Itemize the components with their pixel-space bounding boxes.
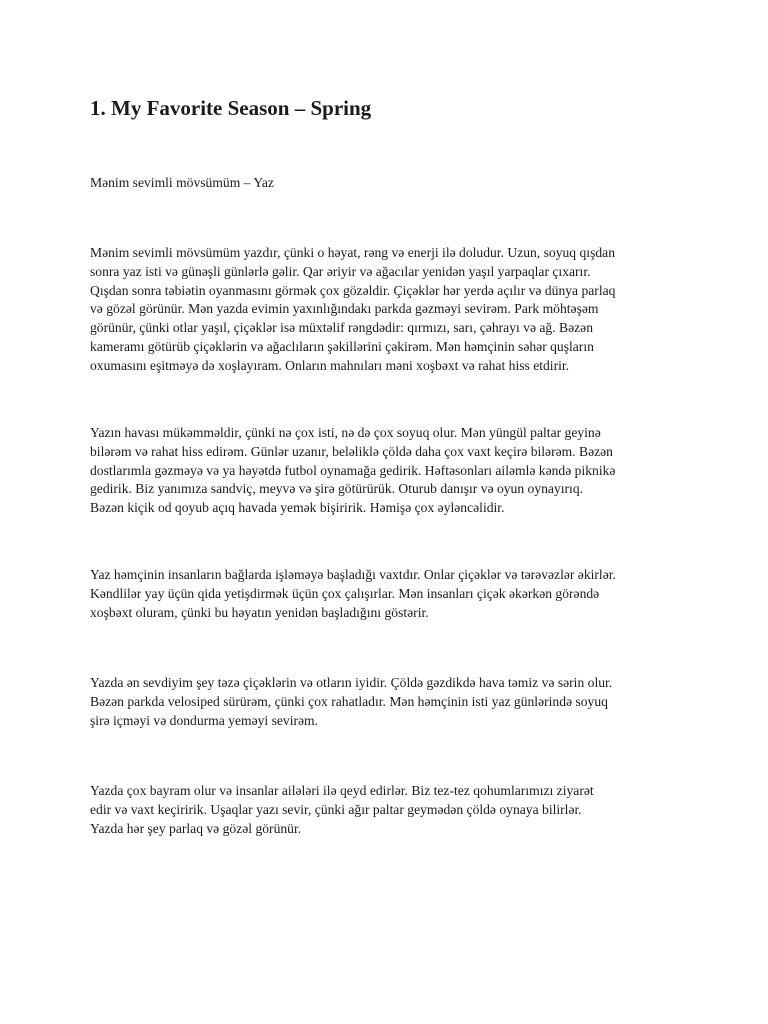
paragraph-line: Yazın havası mükəmməldir, çünki nə çox isti, nə də çox soyuq olur. Mən yüngül paltar geyinə [90,425,601,440]
paragraph-line: gedirik. Biz yanımıza sandviç, meyvə və şirə götürürük. Oturub danışır və oyun oynayırıq. [90,481,584,497]
paragraph-line: dostlarımla gəzməyə və ya həyətdə futbol oynamağa gedirik. Həftəsonları ailəmlə kəndə piknikə [90,462,616,478]
paragraph-2 [90,424,690,518]
paragraph-line: Yazda çox bayram olur və insanlar ailələri ilə qeyd edirlər. Biz tez-tez qohumlarımızı ziyarət [90,783,594,798]
paragraph-line: edir və vaxt keçiririk. Uşaqlar yazı sevir, çünki ağır paltar geymədən çöldə oynaya bilirlər. [90,801,582,817]
paragraph-line: kameramı götürüb çiçəklərin və ağaclıların şəkillərini çəkirəm. Mən həmçinin səhər quşların [90,338,594,354]
paragraph-line: bilərəm və rahat hiss edirəm. Günlər uzanır, beləliklə çöldə daha çox vaxt keçirə bilərəm. Bəzən [90,443,613,459]
paragraph-3 [90,566,690,622]
paragraph-line: Qışdan sonra təbiətin oyanmasını görmək çox gözəldir. Çiçəklər hər yerdə açılır və dünya parlaq [90,282,616,298]
paragraph-line: görünür, çünki otlar yaşıl, çiçəklər isə müxtəlif rəngdədir: qırmızı, sarı, çəhrayı və ağ. Bəzən [90,320,593,336]
paragraph-line: Yaz həmçinin insanların bağlarda işləməyə başladığı vaxtdır. Onlar çiçəklər və tərəvəzlər əkirlər. [90,567,616,582]
document-subtitle: Mənim sevimli mövsümüm – Yaz [90,175,274,190]
paragraph-line: oxumasını eşitməyə də xoşlayıram. Onların mahnıları məni xoşbəxt və rahat hiss etdirir. [90,357,570,373]
paragraph-line: xoşbəxt oluram, çünki bu həyatın yenidən başladığını göstərir. [90,604,429,620]
paragraph-line: Yazda hər şey parlaq və gözəl görünür. [90,820,302,836]
paragraph-line: Mənim sevimli mövsümüm yazdır, çünki o həyat, rəng və enerji ilə doludur. Uzun, soyuq qışdan [90,245,615,260]
paragraph-5 [90,782,690,838]
paragraph-line: Yazda ən sevdiyim şey təzə çiçəklərin və otların iyidir. Çöldə gəzdikdə hava təmiz və sərin olur. [90,675,613,690]
paragraph-line: və gözəl görünür. Mən yazda evimin yaxınlığındakı parkda gəzməyi sevirəm. Park möhtəşəm [90,301,599,317]
paragraph-1 [90,244,690,376]
paragraph-4 [90,674,690,730]
paragraph-line: sonra yaz isti və günəşli günlərlə gəlir. Qar əriyir və ağacılar yenidən yaşıl yarpaqlar çıxarır. [90,263,591,279]
paragraph-line: Kəndlilər yay üçün qida yetişdirmək üçün çox çalışırlar. Mən insanları çiçək əkərkən görəndə [90,585,600,601]
paragraph-line: Bəzən parkda velosiped sürürəm, çünki çox rahatladır. Mən həmçinin isti yaz günlərində soyuq [90,693,608,709]
paragraph-line: şirə içməyi və dondurma yeməyi sevirəm. [90,712,319,728]
paragraph-line: Bəzən kiçik od qoyub açıq havada yemək bişiririk. Həmişə çox əyləncəlidir. [90,500,505,516]
document-title: 1. My Favorite Season – Spring [90,96,372,120]
